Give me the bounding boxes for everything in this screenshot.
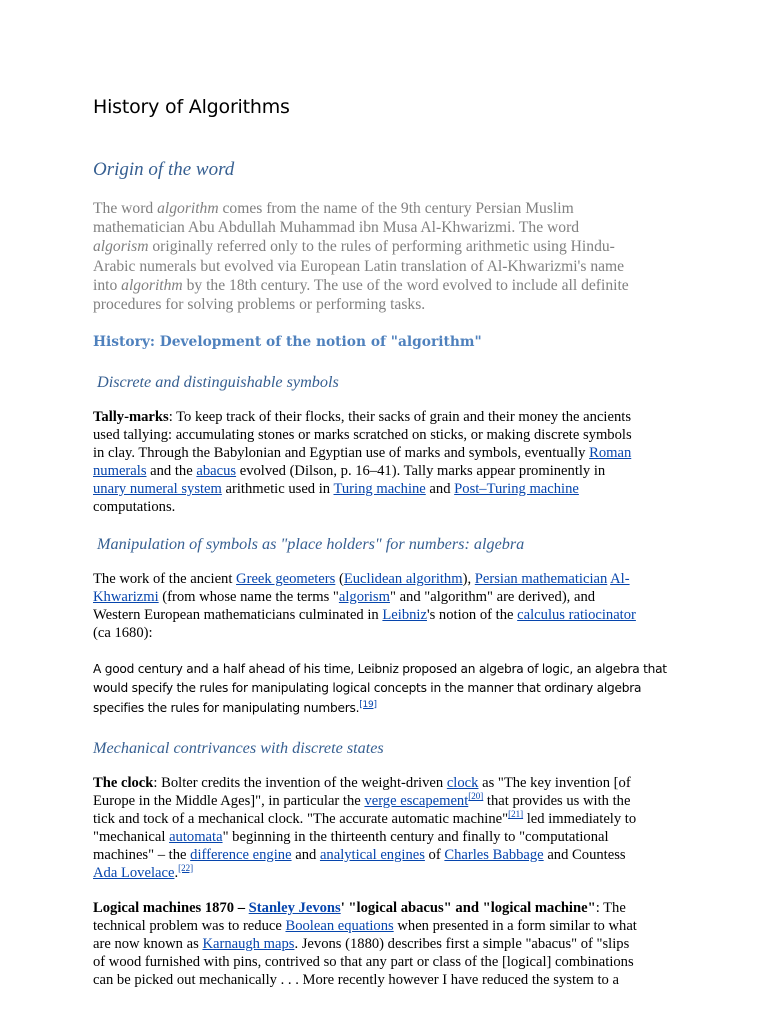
text-line: Ada Lovelace.[22] — [93, 862, 194, 881]
link-difference-engine[interactable]: difference engine — [190, 846, 292, 863]
page-title: History of Algorithms — [93, 96, 290, 118]
link-euclidean-algorithm[interactable]: Euclidean algorithm — [343, 571, 463, 587]
text-line: (ca 1680): — [93, 624, 153, 641]
text-line: in clay. Through the Babylonian and Egyptian use of marks and symbols, eventually Roman — [93, 444, 632, 461]
citation[interactable] — [178, 863, 193, 873]
italic-term: algorithm — [121, 276, 183, 294]
link-roman[interactable]: Roman — [589, 444, 632, 461]
text-line: tick and tock of a mechanical clock. "The accurate automatic machine"[21] led immediately to — [93, 808, 637, 827]
text-line: A good century and a half ahead of his time, Leibniz proposed an algebra of logic, an algebra that — [93, 662, 667, 676]
text-line: machines" – the difference engine and analytical engines of Charles Babbage and Countess — [93, 846, 626, 863]
text-line: Western European mathematicians culminated in Leibniz's notion of the calculus ratiocinator — [93, 606, 636, 623]
link-turing-machine[interactable]: Turing machine — [333, 480, 426, 497]
heading-manipulation-of-symbols: Manipulation of symbols as "place holders" for numbers: algebra — [97, 535, 525, 553]
text-line: Tally-marks: To keep track of their flocks, their sacks of grain and their money the ancients — [93, 409, 631, 425]
italic-term: algorism — [93, 238, 149, 256]
citation-link[interactable]: [19] — [359, 699, 377, 710]
quote-leibniz — [93, 660, 673, 718]
text-line: Khwarizmi (from whose name the terms "algorism" and "algorithm" are derived), and — [93, 588, 596, 605]
link-clock[interactable]: clock — [446, 775, 479, 791]
bold-term: ' "logical abacus" and "logical machine" — [340, 900, 596, 916]
paragraph-greek-geometers — [93, 571, 673, 643]
link-leibniz[interactable]: Leibniz — [382, 606, 427, 623]
link-post-turing-machine[interactable]: Post–Turing machine — [454, 480, 579, 497]
text-line: specifies the rules for manipulating numbers.[19] — [93, 699, 377, 715]
text-line: would specify the rules for manipulating logical concepts in the manner that ordinary algebra — [93, 681, 642, 696]
text-line: numerals and the abacus evolved (Dilson, p. 16–41). Tally marks appear prominently in — [93, 462, 606, 479]
text-line: mathematician Abu Abdullah Muhammad ibn Musa Al-Khwarizmi. The word — [93, 219, 580, 237]
text-line: Arabic numerals but evolved via European Latin translation of Al-Khwarizmi's name — [93, 257, 625, 275]
link-ada-lovelace[interactable]: Ada Lovelace — [93, 864, 175, 881]
link-stanley-jevons[interactable]: Stanley Jevons — [248, 900, 341, 916]
paragraph-tally-marks — [93, 409, 673, 516]
text-line: algorism originally referred only to the rules of performing arithmetic using Hindu- — [93, 238, 615, 256]
citation[interactable] — [359, 700, 376, 710]
text-line: unary numeral system arithmetic used in Turing machine and Post–Turing machine — [93, 480, 579, 497]
text-line: The clock: Bolter credits the invention of the weight-driven clock as "The key invention [of — [93, 775, 631, 791]
text-line: can be picked out mechanically . . . More recently however I have reduced the system to a — [93, 971, 619, 988]
bold-term: Logical machines 1870 – — [93, 900, 249, 916]
citation[interactable] — [508, 809, 523, 819]
heading-history-development: History: Development of the notion of "algorithm" — [93, 334, 482, 350]
text-line: into algorithm by the 18th century. The use of the word evolved to include all definite — [93, 276, 629, 294]
link-khwarizmi[interactable]: Khwarizmi — [93, 588, 159, 605]
link-al[interactable]: Al- — [610, 571, 630, 587]
link-algorism[interactable]: algorism — [338, 588, 390, 605]
text-line: procedures for solving problems or performing tasks. — [93, 296, 426, 314]
text-line: Europe in the Middle Ages]", in particular the verge escapement[20] that provides us with the — [93, 791, 631, 809]
bold-term: The clock — [93, 775, 154, 791]
text-line: of wood furnished with pins, contrived so that any part or class of the [logical] combinations — [93, 953, 634, 970]
link-verge-escapement[interactable]: verge escapement — [364, 792, 469, 809]
link-analytical-engines[interactable]: analytical engines — [319, 846, 425, 863]
text-line: are now known as Karnaugh maps. Jevons (1880) describes first a simple "abacus" of "slips — [93, 935, 630, 952]
heading-origin-of-the-word: Origin of the word — [93, 159, 235, 180]
link-persian-mathematician[interactable]: Persian mathematician — [474, 571, 608, 587]
link-karnaugh-maps[interactable]: Karnaugh maps — [202, 935, 295, 952]
text-line: Logical machines 1870 – Stanley Jevons' "logical abacus" and "logical machine": The — [93, 900, 626, 916]
link-charles-babbage[interactable]: Charles Babbage — [444, 846, 544, 863]
heading-discrete-symbols: Discrete and distinguishable symbols — [97, 373, 339, 391]
paragraph-the-clock — [93, 775, 673, 882]
link-unary-numeral-system[interactable]: unary numeral system — [93, 480, 222, 497]
link-numerals[interactable]: numerals — [93, 462, 147, 479]
citation-link[interactable]: [20] — [468, 791, 484, 802]
paragraph-logical-machines — [93, 900, 673, 990]
link-automata[interactable]: automata — [169, 828, 223, 845]
text-line: technical problem was to reduce Boolean equations when presented in a form similar to what — [93, 917, 637, 934]
link-greek-geometers[interactable]: Greek geometers — [236, 571, 336, 587]
text-line: used tallying: accumulating stones or marks scratched on sticks, or making discrete symbols — [93, 426, 632, 443]
bold-term: Tally-marks — [93, 409, 169, 425]
paragraph-origin — [93, 199, 673, 314]
citation[interactable] — [468, 791, 483, 801]
heading-mechanical-contrivances: Mechanical contrivances with discrete states — [93, 739, 384, 757]
link-abacus[interactable]: abacus — [196, 462, 237, 479]
text-line: "mechanical automata" beginning in the thirteenth century and finally to "computational — [93, 828, 609, 845]
citation-link[interactable]: [22] — [178, 862, 194, 873]
citation-link[interactable]: [21] — [508, 808, 524, 819]
text-line: The work of the ancient Greek geometers (Euclidean algorithm), Persian mathematician Al- — [93, 571, 630, 587]
text-line: computations. — [93, 498, 176, 515]
link-calculus-ratiocinator[interactable]: calculus ratiocinator — [517, 606, 636, 623]
text-line: The word algorithm comes from the name of the 9th century Persian Muslim — [93, 200, 574, 217]
italic-term: algorithm — [157, 200, 219, 217]
link-boolean-equations[interactable]: Boolean equations — [285, 917, 394, 934]
